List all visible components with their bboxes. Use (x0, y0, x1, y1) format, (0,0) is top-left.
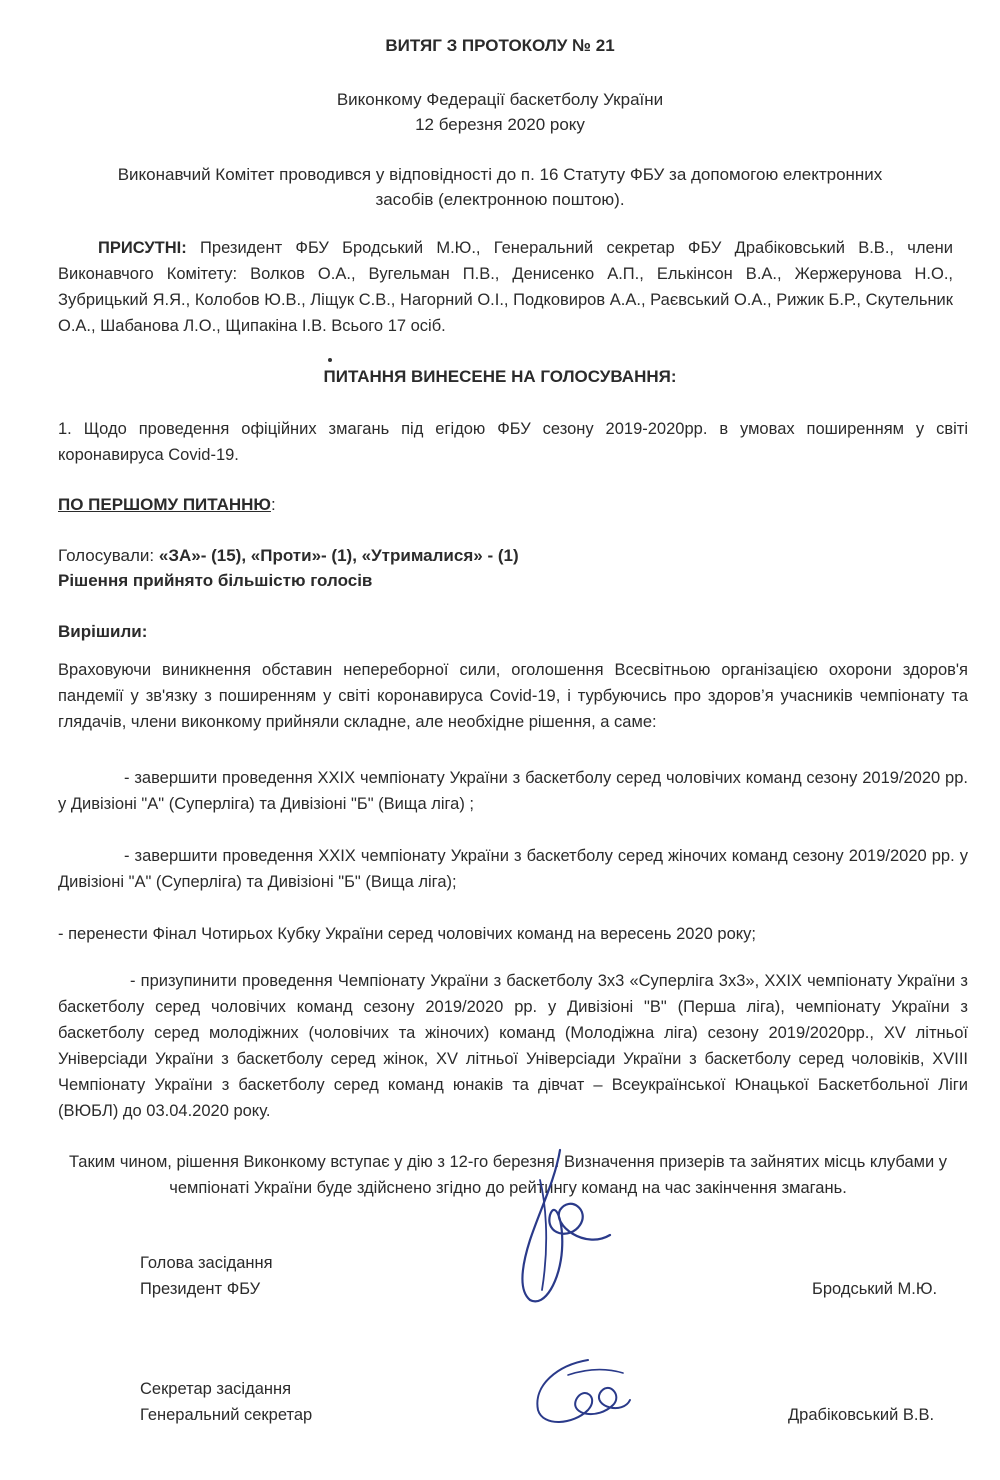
vote-against: «Проти»- (1), (250, 546, 362, 565)
decision-item-2: - завершити проведення XXIX чемпіонату України з баскетболу серед жіночих команд сезону 2019/2020 рр. у Дивізіоні "А" (Суперліга) та Дивізіоні "Б" (Вища ліга); (58, 847, 968, 891)
chair-role-1: Голова засідання (140, 1254, 273, 1272)
secretary-role-1: Секретар засідання (140, 1380, 292, 1398)
chair-signature-image (500, 1140, 640, 1310)
agenda-item: 1. Щодо проведення офіційних змагань під егідою ФБУ сезону 2019-2020рр. в умовах поширенням у світі коронавируса Covid-19. (58, 420, 968, 464)
decision-item-4: - призупинити проведення Чемпіонату України з баскетболу 3х3 «Суперліга 3х3», XXIX чемпіонату України з баскетболу серед чоловічих команд сезону 2019/2020 рр. у Дивізіоні "В" (Перша ліга), чемпіонату України з баскетболу серед молодіжних (чоловічих та жіночих) команд (Молодіжна ліга) сезону 2019/2020рр., XV літньої Універсіади України з баскетболу серед жінок, XV літньої Універсіади України з баскетболу серед чоловіків, XVIII Чемпіонату України з баскетболу серед команд юнаків та дівчат – Всеукраїнської Юнацької Баскетбольної Ліги (ВЮБЛ) до 03.04.2020 року. (58, 972, 968, 1120)
agenda-heading: ПИТАННЯ ВИНЕСЕНЕ НА ГОЛОСУВАННЯ: (323, 367, 677, 386)
first-question-heading (58, 494, 276, 516)
decision-item-3: - перенести Фінал Чотирьох Кубку України серед чоловічих команд на вересень 2020 року; (58, 925, 756, 943)
secretary-role-2: Генеральний секретар (140, 1406, 313, 1424)
secretary-signature-image (528, 1355, 638, 1430)
document-title: ВИТЯГ З ПРОТОКОЛУ № 21 (385, 36, 615, 55)
scan-speck (328, 358, 332, 362)
present-list: Президент ФБУ Бродський М.Ю., Генеральний секретар ФБУ Драбіковський В.В., члени Виконавчого Комітету: Волков О.А., Вугельман П.В., Денисенко А.П., Елькінсон В.А., Жержерунова Н.О., Зубрицький Я.Я., Колобов Ю.В., Ліщук С.В., Нагорний О.І., Подковиров А.А., Раєвський О.А., Рижик Б.Р., Скутельник О.А., Шабанова Л.О., Щипакіна І.В. Всього 17 осіб. (58, 239, 953, 335)
meeting-date: 12 березня 2020 року (415, 115, 585, 134)
decision-majority: Рішення прийнято більшістю голосів (58, 571, 373, 590)
vote-abstain: «Утрималися» - (1) (361, 546, 519, 565)
secretary-name: Драбіковський В.В. (788, 1406, 935, 1424)
present-paragraph (58, 235, 953, 339)
first-question-label: ПО ПЕРШОМУ ПИТАННЮ (58, 495, 271, 514)
organization-name: Виконкому Федерації баскетболу України (336, 90, 664, 109)
closing-paragraph: Таким чином, рішення Виконкому вступає у дію з 12-го березня. Визначення призерів та зайнятих місць клубами у чемпіонаті України буде здійснено згідно до рейтингу команд на час закінчення змагань. (68, 1153, 948, 1197)
first-question-colon: : (270, 495, 276, 514)
chair-role-2: Президент ФБУ (140, 1280, 261, 1298)
main-paragraph: Враховуючи виникнення обставин непереборної сили, оголошення Всесвітньою організацією охорони здоров'я пандемії у зв'язку з поширенням у світі коронавируса Covid-19, і турбуючись про здоров’я учасників чемпіонату та глядачів, члени виконкому прийняли складне, але необхідне рішення, а саме: (58, 661, 968, 731)
decision-item-1: - завершити проведення XXIX чемпіонату України з баскетболу серед чоловічих команд сезону 2019/2020 рр. у Дивізіоні "А" (Суперліга) та Дивізіоні "Б" (Вища ліга) ; (58, 769, 968, 813)
present-label: ПРИСУТНІ: (98, 239, 187, 257)
chair-name: Бродський М.Ю. (812, 1280, 938, 1298)
voted-label: Голосували: (58, 546, 159, 565)
vote-for: «ЗА»- (15), (158, 546, 251, 565)
intro-line-1: Виконавчий Комітет проводився у відповідності до п. 16 Статуту ФБУ за допомогою електронних (117, 165, 883, 184)
vote-line (58, 545, 519, 567)
intro-line-2: засобів (електронною поштою). (375, 190, 625, 209)
resolved-heading: Вирішили: (58, 622, 148, 641)
